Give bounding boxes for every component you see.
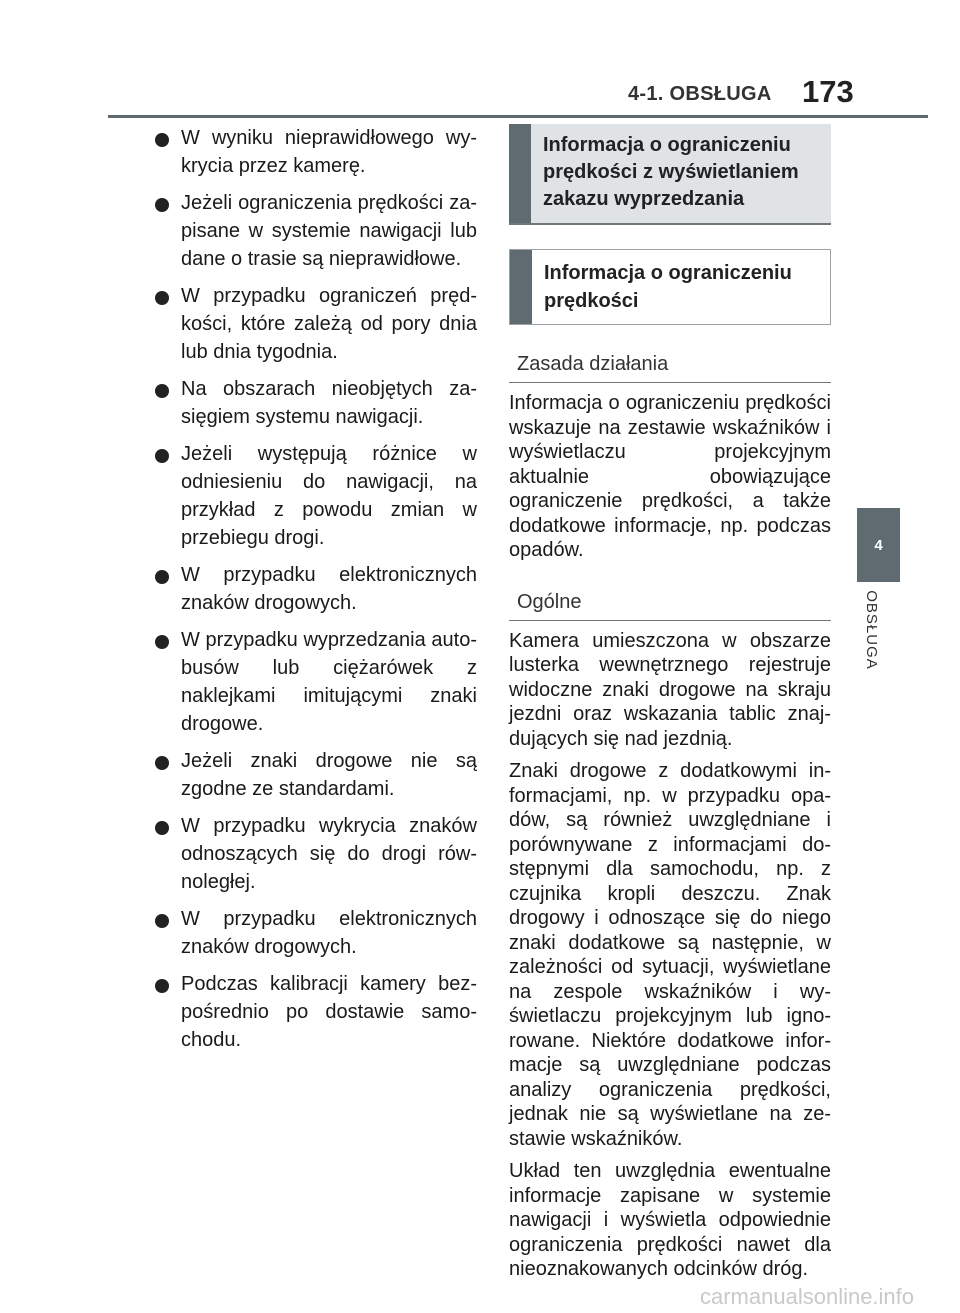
list-item bbox=[153, 905, 477, 961]
list-item-text: Podczas kalibracji kamery bezpośrednio po dostawie samochodu. bbox=[181, 973, 477, 1051]
list-item-text: Na obszarach nieobjętych zasięgiem systemu nawigacji. bbox=[181, 378, 477, 428]
bullet-icon bbox=[155, 198, 169, 212]
left-column bbox=[153, 124, 477, 1063]
list-item bbox=[153, 812, 477, 896]
list-item-text: W przypadku elektronicznych znaków drogowych. bbox=[181, 564, 477, 614]
header-rule bbox=[108, 115, 928, 118]
watermark: carmanualsonline.info bbox=[700, 1284, 915, 1309]
subheading-general: Ogólne bbox=[509, 587, 831, 621]
bullet-icon bbox=[155, 821, 169, 835]
paragraph: Układ ten uwzględnia ewentualne informacje zapisane w systemie nawigacji i wyświetla odpowiednie ograniczenia prędkości nawet dla nieoznakowanych odcinków dróg. bbox=[509, 1160, 831, 1280]
section-heading-box bbox=[509, 124, 831, 225]
paragraph: Znaki drogowe z dodatkowymi informacjami, np. w przypadku opadów, są również uwzględniane i porównywane z informacjami dostępnymi dla samochodu, np. z czujnika kropli deszczu. Znak drogowy i odnoszące się do niego znaki dodatkowe są następnie, w zależności od sytuacji, wyświetlane na zespole wskaźników i wyświetlaczu projekcyjnym lub ignorowane. Niektóre dodatkowe informacje są uwzględniane podczas analizy ograniczenia prędkości, jednak nie są wyświetlane na zestawie wskaźników. bbox=[509, 760, 831, 1150]
chapter-tab-label: OBSŁUGA bbox=[863, 590, 880, 670]
bullet-icon bbox=[155, 635, 169, 649]
heading-accent-bar bbox=[510, 250, 532, 324]
paragraph: Informacja o ograniczeniu prędkości wskazuje na zestawie wskaźników i wyświetlaczu projekcyjnym aktualnie obowiązujące ograniczenie prędkości, a także dodatkowe informacje, np. podczas opadów. bbox=[509, 392, 831, 561]
bullet-icon bbox=[155, 914, 169, 928]
list-item bbox=[153, 189, 477, 273]
section-heading: Informacja o ograniczeniu prędkości z wyświetlaniem zakazu wyprzedzania bbox=[543, 134, 799, 210]
bullet-icon bbox=[155, 384, 169, 398]
bullet-icon bbox=[155, 570, 169, 584]
subsection-heading-box bbox=[509, 249, 831, 325]
subsection-heading: Informacja o ograniczeniu prędkości bbox=[544, 262, 792, 312]
list-item bbox=[153, 970, 477, 1054]
bullet-icon bbox=[155, 756, 169, 770]
bullet-icon bbox=[155, 133, 169, 147]
bullet-icon bbox=[155, 291, 169, 305]
list-item bbox=[153, 561, 477, 617]
subheading-principle: Zasada działania bbox=[509, 349, 831, 383]
list-item bbox=[153, 440, 477, 552]
list-item bbox=[153, 282, 477, 366]
page-number: 173 bbox=[802, 74, 854, 109]
list-item-text: W przypadku wykrycia znaków odnoszących się do drogi równoległej. bbox=[181, 815, 477, 893]
list-item-text: W wyniku nieprawidłowego wykrycia przez kamerę. bbox=[181, 127, 477, 177]
list-item-text: W przypadku ograniczeń prędkości, które zależą od pory dnia lub dnia tygodnia. bbox=[181, 285, 477, 363]
bullet-icon bbox=[155, 979, 169, 993]
list-item-text: W przypadku wyprzedzania autobusów lub ciężarówek z naklejkami imitującymi znaki drogowe. bbox=[181, 629, 477, 735]
chapter-tab: 4 bbox=[857, 508, 900, 582]
list-item-text: Jeżeli ograniczenia prędkości zapisane w systemie nawigacji lub dane o trasie są nieprawidłowe. bbox=[181, 192, 477, 270]
list-item bbox=[153, 375, 477, 431]
list-item-text: Jeżeli znaki drogowe nie są zgodne ze standardami. bbox=[181, 750, 477, 800]
list-item bbox=[153, 124, 477, 180]
list-item-text: W przypadku elektronicznych znaków drogowych. bbox=[181, 908, 477, 958]
section-title: 4-1. OBSŁUGA bbox=[628, 83, 772, 105]
heading-accent-bar bbox=[509, 124, 531, 223]
list-item-text: Jeżeli występują różnice w odniesieniu do nawigacji, na przykład z powodu zmian w przebiegu drogi. bbox=[181, 443, 477, 549]
bullet-icon bbox=[155, 449, 169, 463]
list-item bbox=[153, 747, 477, 803]
list-item bbox=[153, 626, 477, 738]
right-column bbox=[509, 124, 831, 1282]
paragraph: Kamera umieszczona w obszarze lusterka wewnętrznego rejestruje widoczne znaki drogowe na skraju jezdni oraz wskazania tablic znajdujących się nad jezdnią. bbox=[509, 629, 831, 750]
